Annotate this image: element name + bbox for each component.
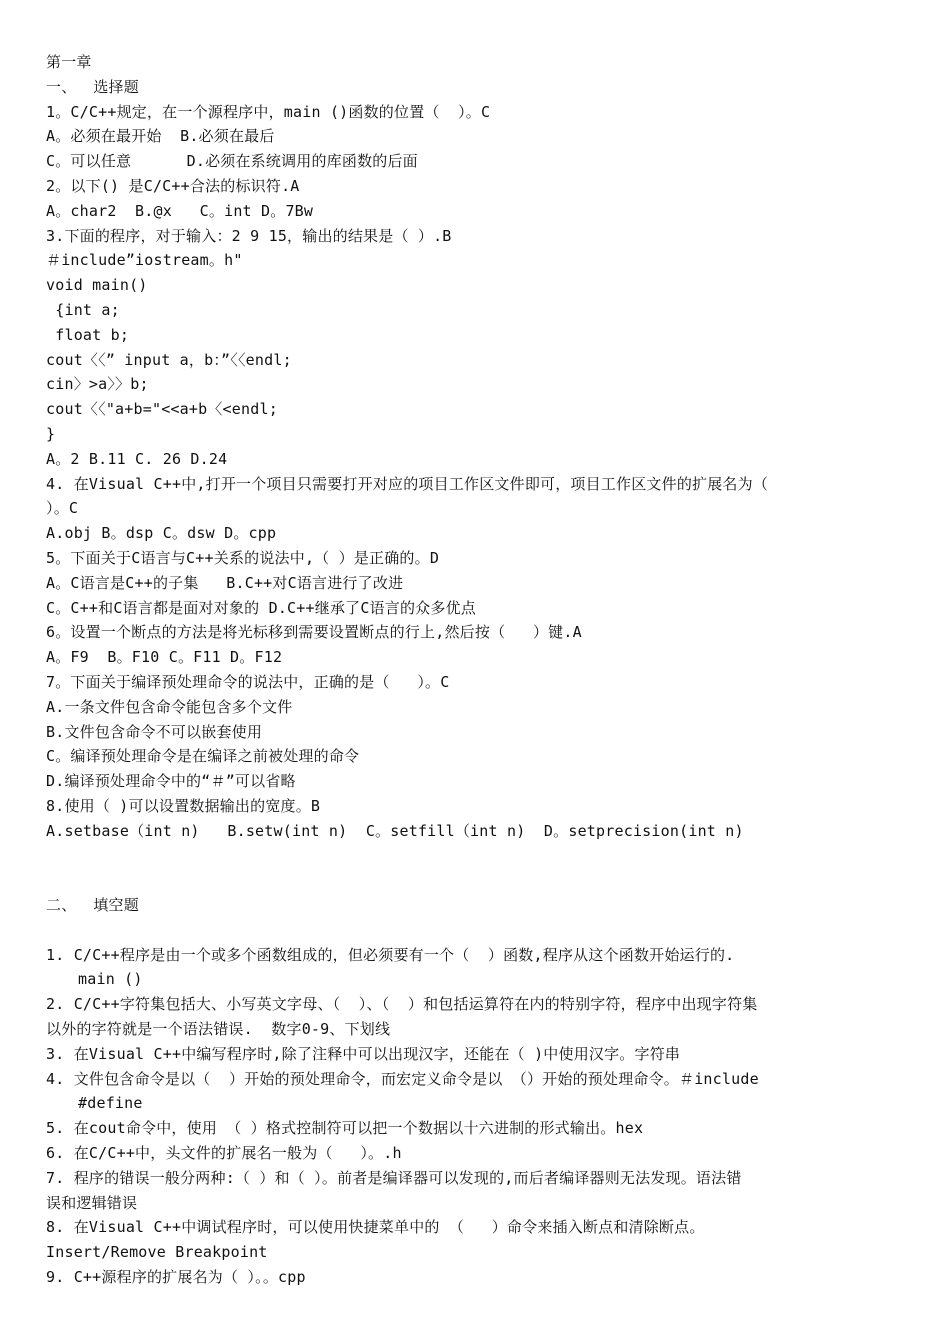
question-line: 1. C/C++程序是由一个或多个函数组成的，但必须要有一个（ ）函数,程序从这个函数开始运行的. [46,945,735,964]
question-line: 6. 在C/C++中，头文件的扩展名一般为（ ）。.h [46,1144,402,1163]
text-line: C。编译预处理命令是在编译之前被处理的命令 [46,747,360,766]
multiple-choice-section [46,100,916,844]
text-line: 4. 在Visual C++中,打开一个项目只需要打开对应的项目工作区文件即可，项目工作区文件的扩展名为（ [46,474,769,493]
code-line: cin〉>a〉〉b; [46,375,149,394]
text-line: 3.下面的程序，对于输入：2 9 15，输出的结果是（ ）.B [46,226,452,245]
text-line: A。F9 B。F10 C。F11 D。F12 [46,648,283,667]
code-line: {int a; [46,300,120,319]
text-line: 7。下面关于编译预处理命令的说法中，正确的是（ ）。C [46,672,450,691]
spacer [46,918,916,943]
chapter-title: 第一章 [46,53,92,71]
text-line: A。char2 B.@x C。int D。7Bw [46,201,314,220]
text-line: C。可以任意 D.必须在系统调用的库函数的后面 [46,152,418,171]
code-line: void main() [46,276,148,295]
question-line: 8. 在Visual C++中调试程序时，可以使用快捷菜单中的 （ ）命令来插入断点和清除断点。 [46,1218,705,1237]
text-line: A.setbase（int n) B.setw(int n) C。setfill（int n) D。setprecision(int n) [46,821,744,840]
question-line: 9. C++源程序的扩展名为（ ）。。cpp [46,1268,306,1287]
text-line: A。2 B.11 C. 26 D.24 [46,449,228,468]
text-line: A。C语言是C++的子集 B.C++对C语言进行了改进 [46,573,404,592]
code-line: } [46,424,56,443]
question-line: 4. 文件包含命令是以（ ）开始的预处理命令，而宏定义命令是以 （）开始的预处理命令。＃include [46,1069,759,1088]
question-line: 5. 在cout命令中，使用 （ ）格式控制符可以把一个数据以十六进制的形式输出。hex [46,1119,644,1138]
document-page [46,50,916,1290]
question-line: 3. 在Visual C++中编写程序时,除了注释中可以出现汉字，还能在（ )中使用汉字。字符串 [46,1044,681,1063]
question-continuation: Insert/Remove Breakpoint [46,1243,268,1262]
code-line: ＃include”iostream。h" [46,251,243,270]
text-line: A.obj B。dsp C。dsw D。cpp [46,524,277,543]
question-line: 2. C/C++字符集包括大、小写英文字母、（ ）、（ ）和包括运算符在内的特别字符，程序中出现字符集 [46,995,758,1014]
section-title-fill-in: 二、 填空题 [46,896,139,915]
spacer [46,844,916,869]
text-line: A。必须在最开始 B.必须在最后 [46,127,275,146]
text-line: 2。以下() 是C/C++合法的标识符.A [46,176,300,195]
text-line: 6。设置一个断点的方法是将光标移到需要设置断点的行上,然后按（ ）键.A [46,623,582,642]
question-continuation: 以外的字符就是一个语法错误. 数字0-9、下划线 [46,1020,391,1039]
text-line: ）。C [46,499,79,518]
text-line: A.一条文件包含命令能包含多个文件 [46,697,293,716]
code-line: float b; [46,325,130,344]
answer-line: main () [78,970,143,989]
code-line: cout〈〈"a+b="<<a+b〈<endl; [46,400,278,419]
text-line: D.编译预处理命令中的“＃”可以省略 [46,772,296,791]
question-continuation: 误和逻辑错误 [46,1193,138,1212]
question-line: 7. 程序的错误一般分两种:（ ）和（ ）。前者是编译器可以发现的,而后者编译器则无法发现。语法错 [46,1168,742,1187]
text-line: C。C++和C语言都是面对对象的 D.C++继承了C语言的众多优点 [46,598,476,617]
code-line: cout〈〈” input a，b：”〈〈endl; [46,350,292,369]
text-line: 8.使用（ )可以设置数据输出的宽度。B [46,796,321,815]
fill-in-section [46,943,916,1290]
spacer [46,868,916,893]
section-title-multiple-choice: 一、 选择题 [46,77,139,96]
text-line: 5。下面关于C语言与C++关系的说法中,（ ）是正确的。D [46,548,440,567]
text-line: B.文件包含命令不可以嵌套使用 [46,722,263,741]
text-line: 1。C/C++规定，在一个源程序中，main ()函数的位置（ ）。C [46,102,491,121]
answer-line: #define [78,1094,143,1113]
